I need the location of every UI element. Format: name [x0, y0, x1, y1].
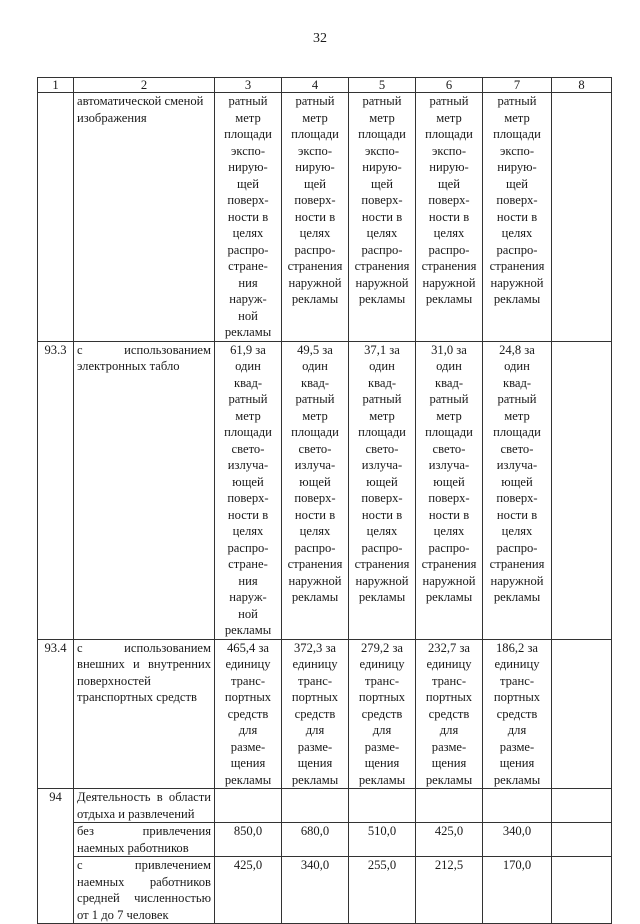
rate-cell: 31,0 за один квад- ратный метр площади свето- излуча- ющей поверх- ности в целях распро- странения наружной рекламы: [416, 341, 483, 639]
rate-cell: 49,5 за один квад- ратный метр площади свето- излуча- ющей поверх- ности в целях распро- странения наружной рекламы: [282, 341, 349, 639]
rate-cell: ратный метр площади экспо- нирую- щей поверх- ности в целях распро- странения наружной рекламы: [282, 93, 349, 342]
rate-cell: 340,0: [282, 857, 349, 924]
description-line: отдыха и развлечений: [77, 806, 195, 821]
col-header: 8: [552, 78, 612, 93]
page-number: 32: [313, 31, 327, 46]
rate-cell: 232,7 за единицу транс- портных средств для разме- щения рекламы: [416, 639, 483, 789]
col-header: 2: [74, 78, 215, 93]
description-line: электронных табло: [77, 359, 180, 373]
rate-cell: 465,4 за единицу транс- портных средств для разме- щения рекламы: [215, 639, 282, 789]
row-code: [38, 93, 74, 342]
rate-cell: ратный метр площади экспо- нирую- щей поверх- ности в целях распро- странения наружной рекламы: [416, 93, 483, 342]
description-line: Деятельность в области: [77, 790, 211, 804]
row-code: 93.3: [38, 341, 74, 639]
rate-cell: [552, 341, 612, 639]
rate-cell: 340,0: [483, 823, 552, 857]
description-line: наемных работников: [77, 840, 189, 855]
rate-cell: 170,0: [483, 857, 552, 924]
table-row: [38, 639, 612, 789]
table-row: [38, 93, 612, 342]
rate-cell: ратный метр площади экспо- нирую- щей поверх- ности в целях распро- странения наружной рекламы: [349, 93, 416, 342]
header-row: [38, 78, 612, 93]
rate-cell: [552, 93, 612, 342]
row-description: [74, 639, 215, 789]
description-line: с использованием внешних и внутренних: [77, 640, 211, 671]
empty-cell: [215, 789, 282, 823]
rate-cell: ратный метр площади экспо- нирую- щей поверх- ности в целях распро- стране- ния наруж- ной рекламы: [215, 93, 282, 342]
rate-cell: ратный метр площади экспо- нирую- щей поверх- ности в целях распро- странения наружной рекламы: [483, 93, 552, 342]
rate-cell: 372,3 за единицу транс- портных средств для разме- щения рекламы: [282, 639, 349, 789]
table-row: [38, 857, 612, 924]
empty-cell: [416, 789, 483, 823]
empty-cell: [483, 789, 552, 823]
empty-cell: [349, 789, 416, 823]
rate-cell: 680,0: [282, 823, 349, 857]
tariff-table: [37, 77, 612, 924]
col-header: 7: [483, 78, 552, 93]
col-header: 1: [38, 78, 74, 93]
table-row: [38, 789, 612, 823]
rate-cell: 37,1 за один квад- ратный метр площади свето- излуча- ющей поверх- ности в целях распро- странения наружной рекламы: [349, 341, 416, 639]
col-header: 5: [349, 78, 416, 93]
rate-cell: 850,0: [215, 823, 282, 857]
description-line: с привлечением наемных работников средней численностью: [77, 858, 211, 905]
rate-cell: 255,0: [349, 857, 416, 924]
description-line: без привлечения: [77, 824, 211, 838]
rate-cell: 279,2 за единицу транс- портных средств для разме- щения рекламы: [349, 639, 416, 789]
row-description: [74, 341, 215, 639]
row-description: [74, 857, 215, 924]
rate-cell: 425,0: [416, 823, 483, 857]
rate-cell: [552, 857, 612, 924]
rate-cell: [552, 823, 612, 857]
col-header: 3: [215, 78, 282, 93]
description-line: от 1 до 7 человек: [77, 907, 169, 922]
row-description: [74, 823, 215, 857]
empty-cell: [552, 789, 612, 823]
rate-cell: [552, 639, 612, 789]
rate-cell: 212,5: [416, 857, 483, 924]
description-line: с использованием: [77, 342, 211, 357]
description-line: поверхностей транспортных средств: [77, 673, 197, 704]
table-row: [38, 823, 612, 857]
row-description: автоматической сменой изображения: [74, 93, 215, 342]
rate-cell: 24,8 за один квад- ратный метр площади свето- излуча- ющей поверх- ности в целях распро- странения наружной рекламы: [483, 341, 552, 639]
rate-cell: 61,9 за один квад- ратный метр площади свето- излуча- ющей поверх- ности в целях распро- стране- ния наруж- ной рекламы: [215, 341, 282, 639]
table-row: [38, 341, 612, 639]
rate-cell: 510,0: [349, 823, 416, 857]
row-code: 94: [38, 789, 74, 924]
empty-cell: [282, 789, 349, 823]
col-header: 6: [416, 78, 483, 93]
rate-cell: 425,0: [215, 857, 282, 924]
row-description: [74, 789, 215, 823]
rate-cell: 186,2 за единицу транс- портных средств для разме- щения рекламы: [483, 639, 552, 789]
col-header: 4: [282, 78, 349, 93]
row-code: 93.4: [38, 639, 74, 789]
